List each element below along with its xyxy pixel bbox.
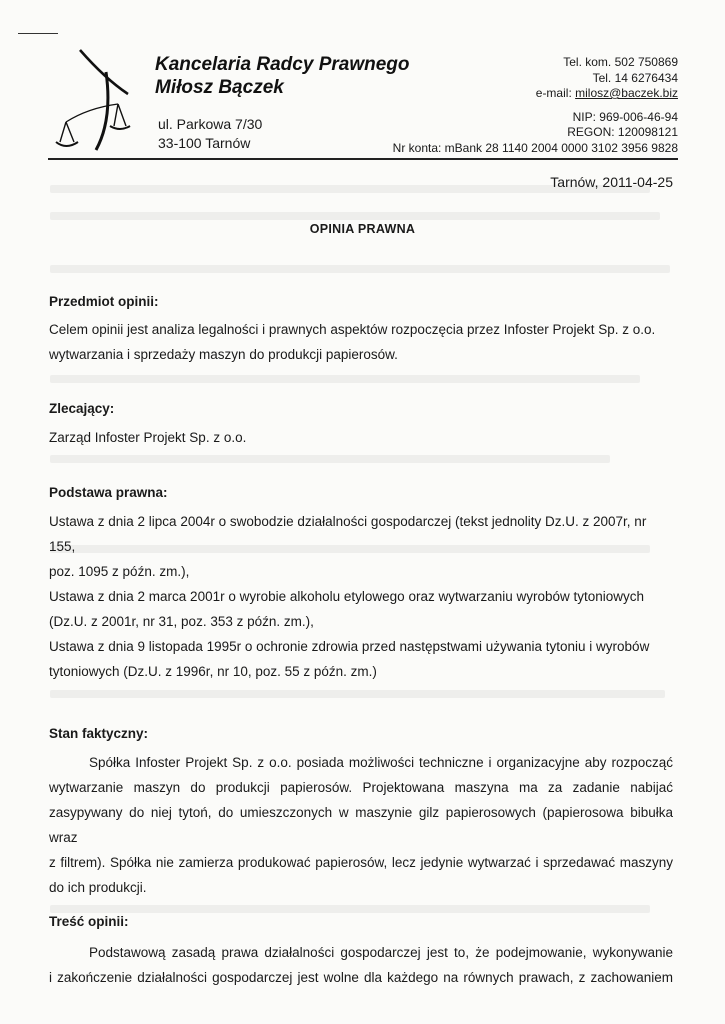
text-line: (Dz.U. z 2001r, nr 31, poz. 353 z późn. zm.),	[49, 614, 314, 629]
firm-name-line2: Miłosz Bączek	[155, 77, 284, 98]
bleed-through	[50, 375, 640, 383]
text-line: Ustawa z dnia 9 listopada 1995r o ochronie zdrowia przed następstwami używania tytoniu i wyrobów	[49, 639, 650, 654]
firm-name-line1: Kancelaria Radcy Prawnego	[155, 54, 410, 75]
text-line: zasypywany do niej tytoń, do umieszczonych w maszynie gilz papierosowych (papierosowa bibułka wraz	[49, 805, 673, 845]
text-line: wytwarzanie maszyn do produkcji papierosów. Projektowana maszyna ma za zadanie nabijać	[49, 780, 673, 795]
bleed-through	[50, 455, 610, 463]
firm-name	[155, 53, 410, 99]
text-line: Ustawa z dnia 2 marca 2001r o wyrobie alkoholu etylowego oraz wytwarzaniu wyrobów tytoniowych	[49, 589, 645, 604]
text-line: do ich produkcji.	[49, 880, 147, 895]
text-line: Ustawa z dnia 2 lipca 2004r o swobodzie działalności gospodarczej (tekst jednolity Dz.U. z 2007r, nr 155,	[49, 514, 647, 554]
section-body-client	[49, 425, 673, 450]
section-heading-facts: Stan faktyczny:	[49, 726, 149, 741]
address-street: ul. Parkowa 7/30	[158, 116, 263, 132]
tel-mobile: Tel. kom. 502 750869	[563, 55, 678, 69]
section-body-facts	[49, 750, 673, 900]
scales-of-justice-logo	[48, 48, 163, 158]
bleed-through	[50, 690, 665, 698]
bank-account: Nr konta: mBank 28 1140 2004 0000 3102 3956 9828	[392, 140, 678, 155]
bleed-through	[50, 212, 660, 220]
bleed-through	[50, 905, 650, 913]
nip: NIP: 969-006-46-94	[572, 109, 678, 124]
section-heading-subject: Przedmiot opinii:	[49, 294, 159, 309]
text-line: Celem opinii jest analiza legalności i prawnych aspektów rozpoczęcia przez Infoster Projekt Sp. z o.o.	[49, 322, 656, 337]
text-line: wytwarzania i sprzedaży maszyn do produkcji papierosów.	[49, 347, 398, 362]
text-line: i zakończenie działalności gospodarczej jest wolne dla każdego na równych prawach, z zachowaniem	[49, 970, 673, 985]
tel: Tel. 14 6276434	[592, 70, 678, 85]
address-city: 33-100 Tarnów	[158, 135, 251, 151]
email-link[interactable]: milosz@baczek.biz	[575, 86, 678, 100]
header-rule	[48, 158, 678, 160]
section-body-opinion	[49, 940, 673, 990]
text-line: Zarząd Infoster Projekt Sp. z o.o.	[49, 430, 247, 445]
text-line: Podstawową zasadą prawa działalności gospodarczej jest to, że podejmowanie, wykonywanie	[89, 945, 673, 960]
city-date: Tarnów, 2011-04-25	[550, 174, 673, 190]
firm-address	[158, 115, 262, 153]
text-line: Spółka Infoster Projekt Sp. z o.o. posiada możliwości techniczne i organizacyjne aby rozpocząć	[89, 755, 673, 770]
section-heading-opinion: Treść opinii:	[49, 914, 129, 929]
text-line: z filtrem). Spółka nie zamierza produkować papierosów, lecz jedynie wytwarzać i sprzedawać maszyny	[49, 855, 673, 870]
document-title: OPINIA PRAWNA	[309, 222, 416, 236]
section-heading-client: Zlecający:	[49, 401, 115, 416]
section-body-subject	[49, 317, 673, 367]
page-corner-mark	[18, 33, 58, 34]
email-line: e-mail: milosz@baczek.biz	[535, 86, 678, 100]
text-line: tytoniowych (Dz.U. z 1996r, nr 10, poz. 55 z późn. zm.)	[49, 664, 377, 679]
regon: REGON: 120098121	[567, 125, 678, 139]
text-line: poz. 1095 z późn. zm.),	[49, 564, 190, 579]
section-heading-legal-basis: Podstawa prawna:	[49, 485, 168, 500]
contact-block	[393, 55, 678, 156]
bleed-through	[50, 265, 670, 273]
section-body-legal-basis	[49, 509, 673, 684]
